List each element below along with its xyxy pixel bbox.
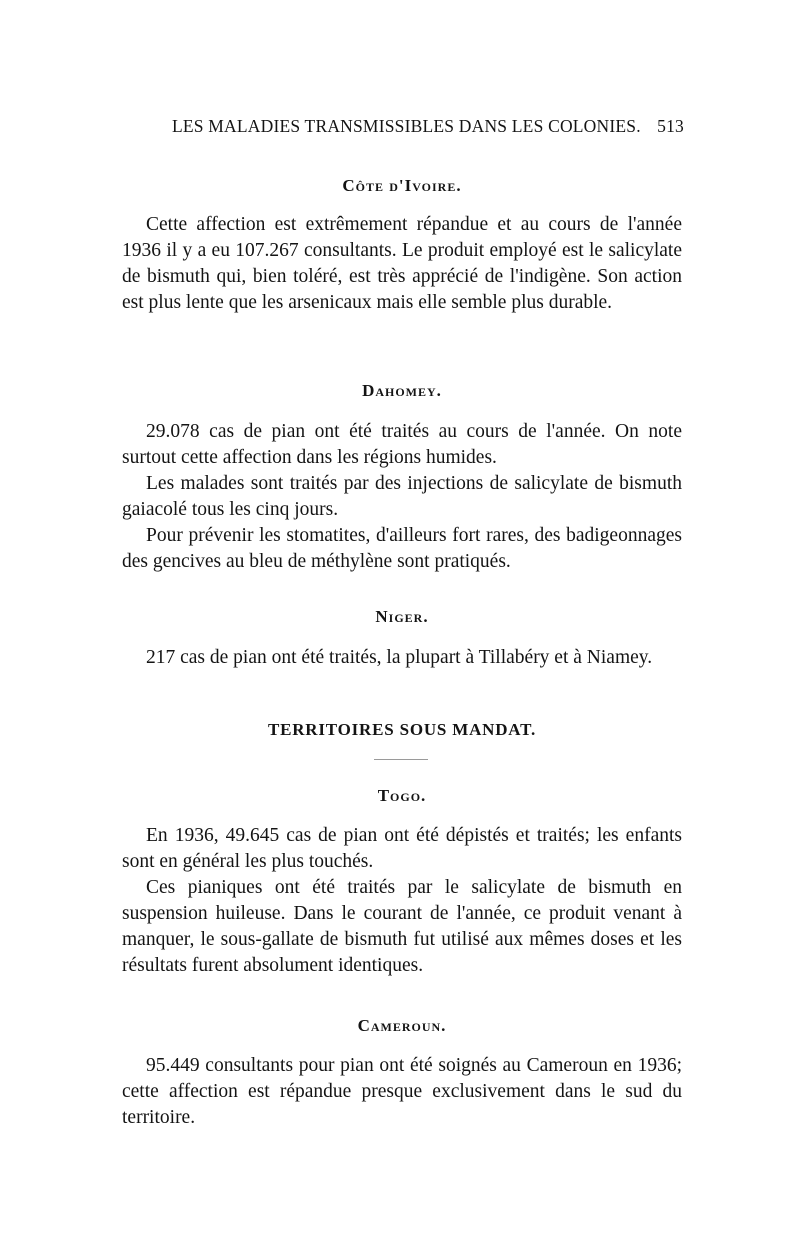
section-heading-dahomey: Dahomey. <box>362 381 442 400</box>
section-heading-cote-d-ivoire: Côte d'Ivoire. <box>342 176 462 195</box>
paragraph-togo-2: Ces pianiques ont été traités par le salicylate de bismuth en suspension huileuse. Dans le courant de l'année, ce produit venant à manquer, le sous-gallate de bismuth fut utilisé aux mêmes doses et les résultats furent absolument identiques. <box>122 877 682 976</box>
paragraph-cameroun: 95.449 consultants pour pian ont été soignés au Cameroun en 1936; cette affection est répandue presque exclusivement dans le sud du territoire. <box>122 1055 682 1128</box>
page-number: 513 <box>657 116 684 136</box>
paragraph-cote-d-ivoire: Cette affection est extrêmement répandue et au cours de l'année 1936 il y a eu 107.267 consultants. Le produit employé est le salicylate de bismuth qui, bien toléré, est très apprécié de l'indigène. Son action est plus lente que les arsenicaux mais elle semble plus durable. <box>122 214 682 313</box>
section-heading-cameroun: Cameroun. <box>357 1016 447 1035</box>
territories-heading: TERRITOIRES SOUS MANDAT. <box>267 720 537 739</box>
section-divider <box>374 759 428 760</box>
running-head-title: LES MALADIES TRANSMISSIBLES DANS LES COLONIES. <box>172 116 641 136</box>
section-heading-niger: Niger. <box>375 607 429 626</box>
paragraph-dahomey-3: Pour prévenir les stomatites, d'ailleurs fort rares, des badigeonnages des gencives au bleu de méthylène sont pratiqués. <box>122 525 682 572</box>
paragraph-togo-1: En 1936, 49.645 cas de pian ont été dépistés et traités; les enfants sont en général les plus touchés. <box>122 825 682 872</box>
section-heading-togo: Togo. <box>377 786 427 805</box>
paragraph-dahomey-1: 29.078 cas de pian ont été traités au cours de l'année. On note surtout cette affection dans les régions humides. <box>122 421 682 468</box>
paragraph-dahomey-2: Les malades sont traités par des injections de salicylate de bismuth gaiacolé tous les cinq jours. <box>122 473 682 520</box>
running-head <box>172 116 684 137</box>
paragraph-niger: 217 cas de pian ont été traités, la plupart à Tillabéry et à Niamey. <box>146 647 653 668</box>
